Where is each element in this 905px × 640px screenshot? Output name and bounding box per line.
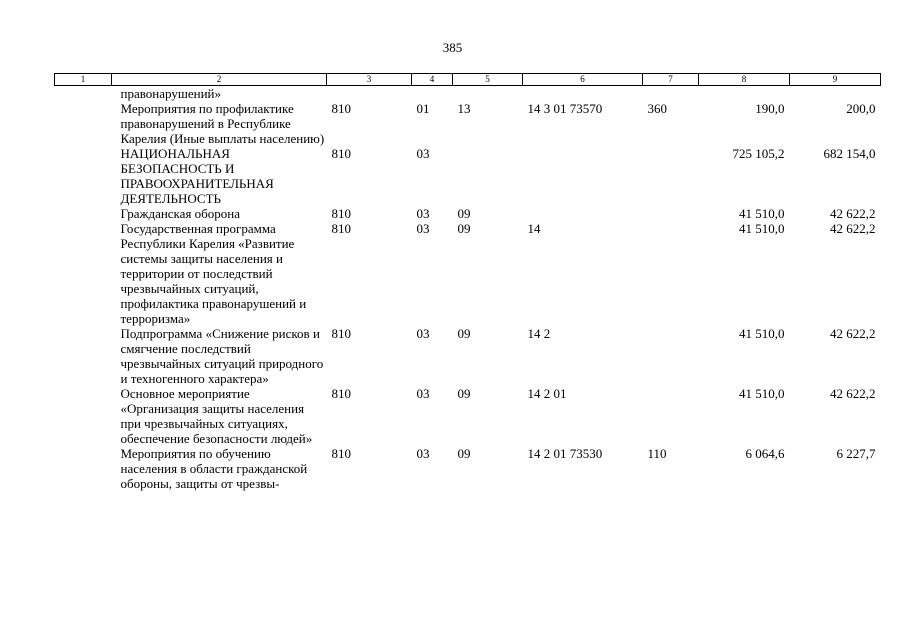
amount-year-2-cell: 42 622,2 [830,221,876,236]
table-header [55,74,881,86]
header-col-7: 7 [643,74,699,86]
expense-type-code-cell [643,221,699,326]
section-code-cell: 03 [416,446,430,461]
table-row [55,326,881,386]
amount-year-1-cell: 41 510,0 [739,386,785,401]
target-code-cell [523,146,643,206]
item-name-cell: Мероприятия по профилактике правонарушений в Республике Карелия (Иные выплаты населению) [120,101,325,146]
amount-year-2-cell: 200,0 [846,101,876,116]
header-col-4: 4 [412,74,453,86]
target-code-cell [523,206,643,221]
row-number-cell [55,146,112,206]
item-name-cell: НАЦИОНАЛЬНАЯ БЕЗОПАСНОСТЬ И ПРАВООХРАНИТЕЛЬНАЯ ДЕЯТЕЛЬНОСТЬ [120,146,274,206]
item-name-cell: Подпрограмма «Снижение рисков и смягчение последствий чрезвычайных ситуаций природного и техногенного характера» [120,326,324,386]
header-row [55,74,881,86]
section-code-cell: 03 [416,146,430,161]
amount-year-1-cell: 41 510,0 [739,326,785,341]
amount-year-2-cell: 6 227,7 [836,446,876,461]
amount-year-1-cell [699,86,790,102]
subsection-code-cell: 09 [457,386,471,401]
ministry-code-cell: 810 [331,146,351,161]
header-col-8: 8 [699,74,790,86]
table-row [55,446,881,491]
amount-year-1-cell: 725 105,2 [732,146,785,161]
page-number: 385 [442,40,463,55]
amount-year-2-cell: 42 622,2 [830,206,876,221]
header-col-3: 3 [327,74,412,86]
target-code-cell: 14 3 01 73570 [527,101,603,116]
row-number-cell [55,206,112,221]
item-name-cell: Гражданская оборона [120,206,241,221]
amount-year-2-cell [790,86,881,102]
table-row [55,206,881,221]
target-code-cell: 14 [527,221,541,236]
ministry-code-cell: 810 [331,221,351,236]
header-col-5: 5 [453,74,523,86]
amount-year-1-cell: 6 064,6 [745,446,785,461]
target-code-cell [523,86,643,102]
expense-type-code-cell: 360 [647,101,667,116]
item-name-cell: Государственная программа Республики Карелия «Развитие системы защиты населения и территории от последствий чрезвычайных ситуаций, профилактика правонарушений и терроризма» [120,221,307,326]
item-name-cell: Основное мероприятие «Организация защиты населения при чрезвычайных ситуациях, обеспечение безопасности людей» [120,386,313,446]
header-col-2: 2 [112,74,327,86]
amount-year-1-cell: 190,0 [755,101,785,116]
expense-type-code-cell: 110 [647,446,667,461]
subsection-code-cell [453,86,523,102]
target-code-cell: 14 2 01 [527,386,567,401]
expense-type-code-cell [643,386,699,446]
row-number-cell [55,86,112,102]
table-row [55,221,881,326]
expense-type-code-cell [643,146,699,206]
ministry-code-cell: 810 [331,446,351,461]
table-row [55,386,881,446]
target-code-cell: 14 2 [527,326,551,341]
row-number-cell [55,221,112,326]
ministry-code-cell: 810 [331,206,351,221]
subsection-code-cell: 13 [457,101,471,116]
header-col-1: 1 [55,74,112,86]
ministry-code-cell: 810 [331,101,351,116]
ministry-code-cell: 810 [331,326,351,341]
item-name-cell: Мероприятия по обучению населения в области гражданской обороны, защиты от чрезвы- [120,446,308,491]
header-col-9: 9 [790,74,881,86]
subsection-code-cell: 09 [457,206,471,221]
header-col-6: 6 [523,74,643,86]
subsection-code-cell: 09 [457,446,471,461]
table-row [55,146,881,206]
row-number-cell [55,386,112,446]
row-number-cell [55,446,112,491]
table-row [55,86,881,102]
target-code-cell: 14 2 01 73530 [527,446,603,461]
amount-year-2-cell: 42 622,2 [830,386,876,401]
amount-year-2-cell: 682 154,0 [823,146,876,161]
subsection-code-cell: 09 [457,221,471,236]
section-code-cell: 03 [416,221,430,236]
amount-year-1-cell: 41 510,0 [739,206,785,221]
section-code-cell: 03 [416,206,430,221]
budget-table [54,73,881,491]
item-name-cell: правонарушений» [120,86,221,101]
ministry-code-cell [327,86,412,102]
section-code-cell [412,86,453,102]
expense-type-code-cell [643,326,699,386]
expense-type-code-cell [643,86,699,102]
amount-year-2-cell: 42 622,2 [830,326,876,341]
table-row [55,101,881,146]
row-number-cell [55,326,112,386]
row-number-cell [55,101,112,146]
section-code-cell: 01 [416,101,430,116]
amount-year-1-cell: 41 510,0 [739,221,785,236]
expense-type-code-cell [643,206,699,221]
section-code-cell: 03 [416,326,430,341]
table-body [55,86,881,492]
subsection-code-cell [453,146,523,206]
section-code-cell: 03 [416,386,430,401]
ministry-code-cell: 810 [331,386,351,401]
subsection-code-cell: 09 [457,326,471,341]
